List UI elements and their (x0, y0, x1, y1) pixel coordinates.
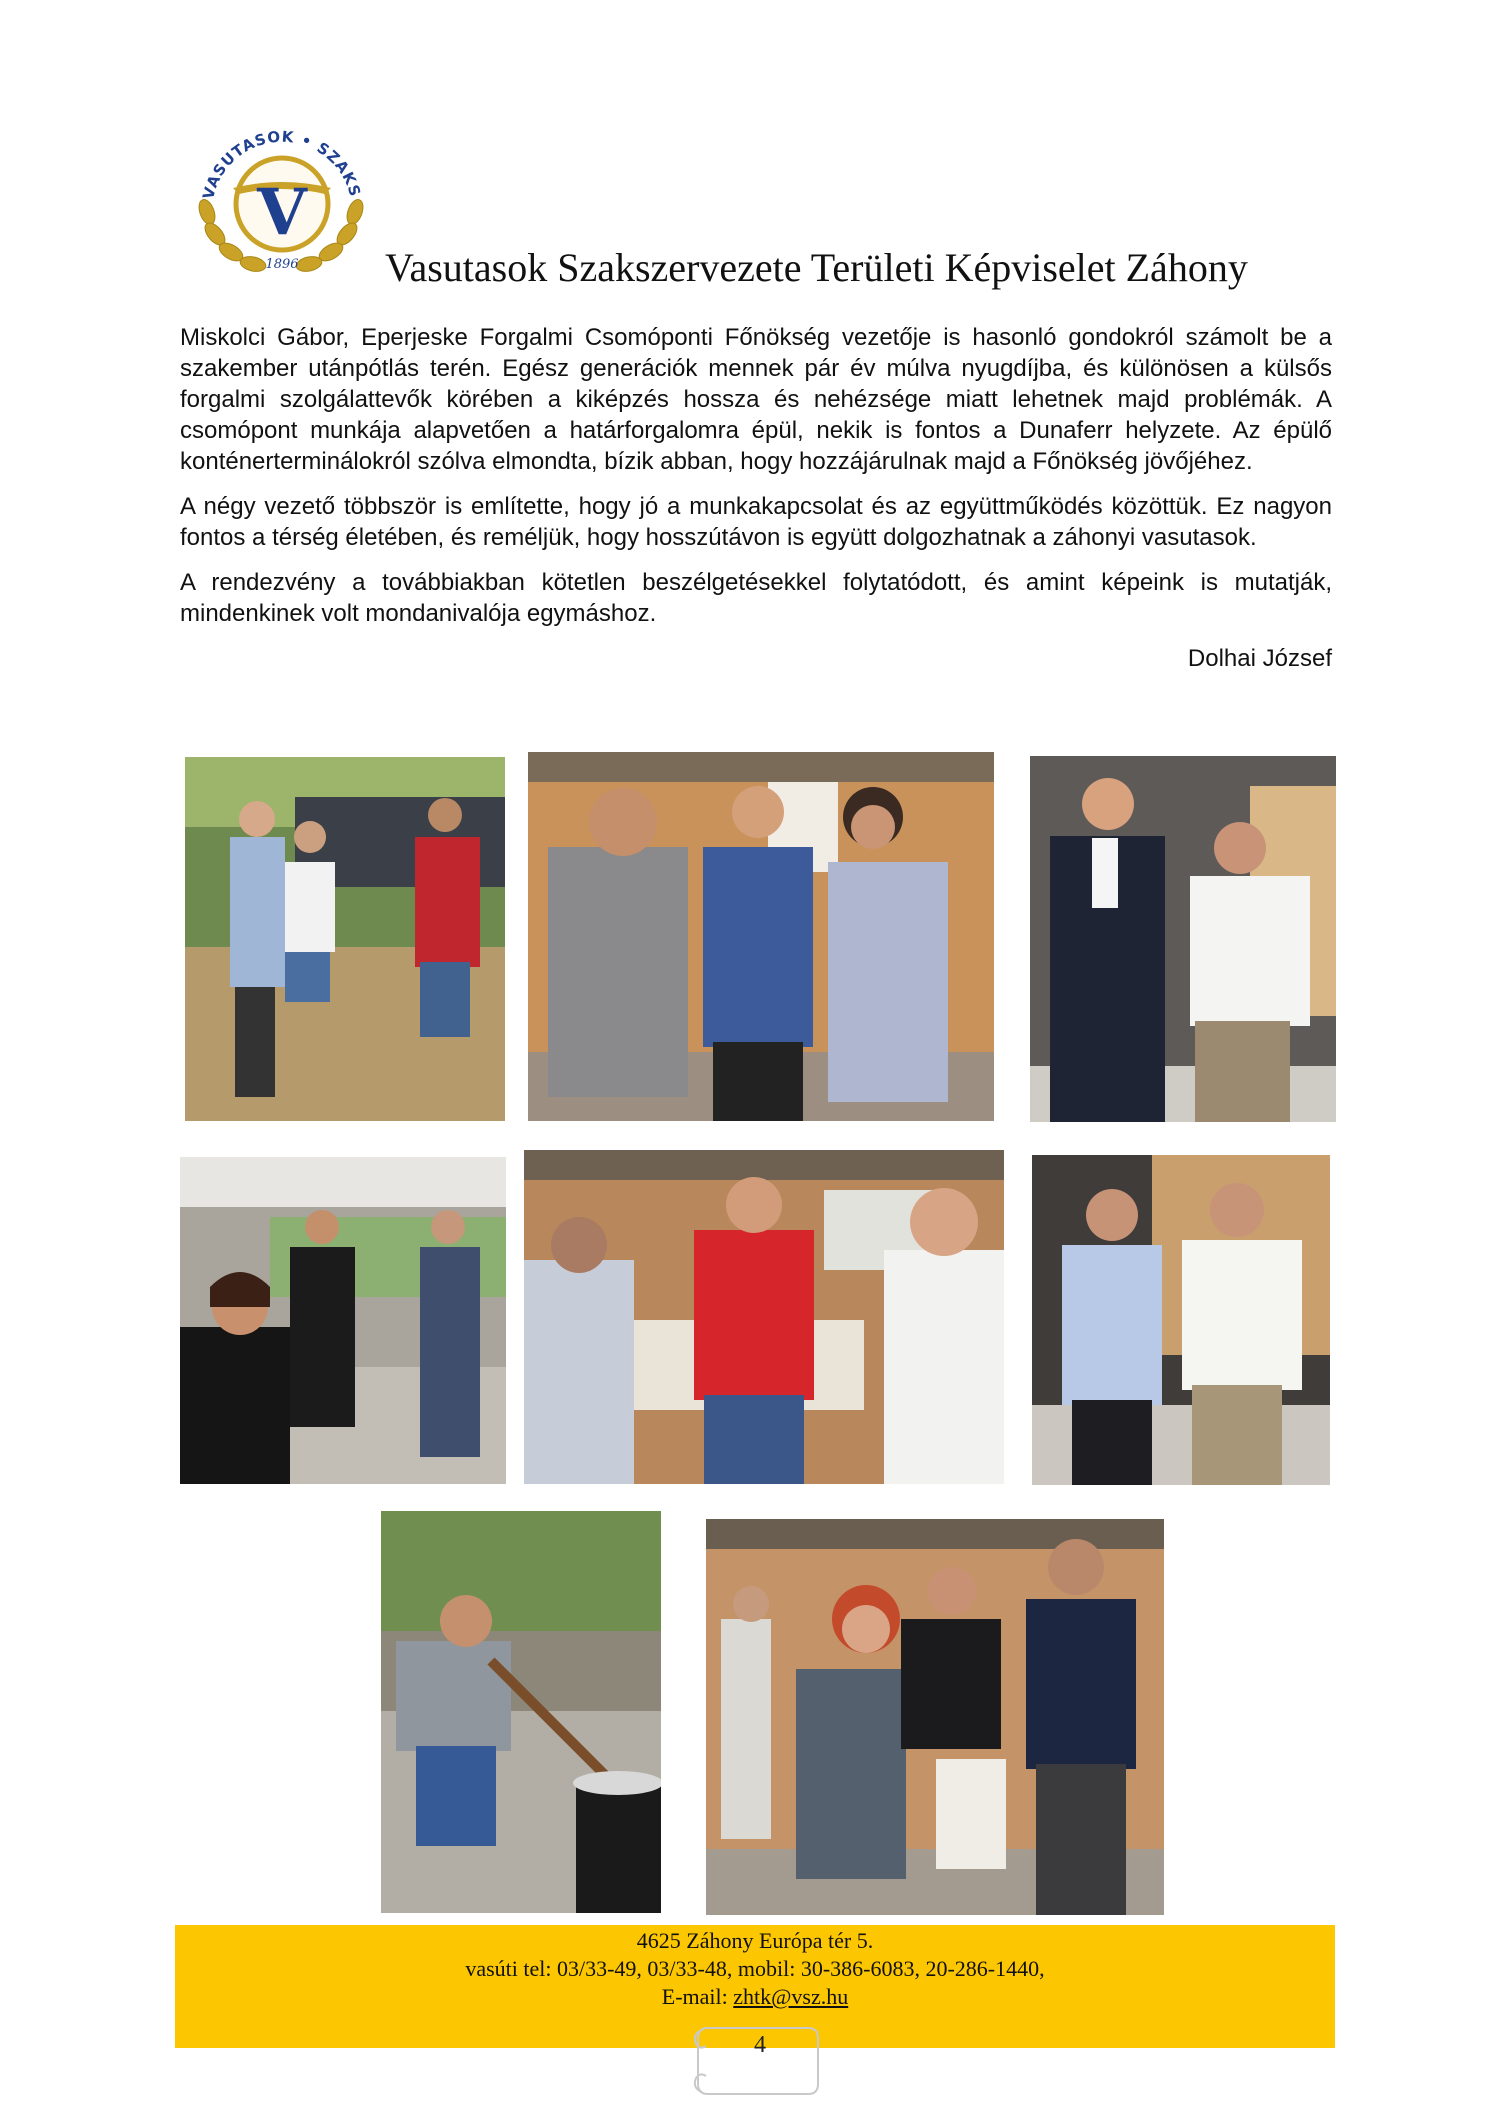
footer-address: 4625 Záhony Európa tér 5. (636, 1928, 874, 1953)
email-link[interactable]: zhtk@vsz.hu (733, 1984, 849, 2009)
page-title: Vasutasok Szakszervezete Területi Képviselet Záhony (385, 245, 1248, 290)
union-logo (185, 92, 377, 277)
event-photo (381, 1511, 661, 1913)
event-photo (1030, 756, 1336, 1122)
event-photo (185, 757, 505, 1121)
author-signature: Dolhai József (1187, 645, 1332, 672)
footer-email-label: E-mail: (661, 1984, 734, 2009)
article-paragraph: A rendezvény a továbbiakban kötetlen beszélgetésekkel folytatódott, és amint képeink is mutatják, mindenkinek volt mondanivalója egymáshoz. (180, 569, 1332, 627)
footer-email-line (175, 1983, 1335, 2011)
logo-year: 1896 (265, 257, 299, 272)
page-number: 4 (754, 2032, 766, 2058)
article-body (180, 322, 1332, 674)
logo-arc-text: VASUTASOK • SZAKS (199, 127, 365, 202)
footer-phones: vasúti tel: 03/33-49, 03/33-48, mobil: 30-386-6083, 20-286-1440, (465, 1956, 1045, 1981)
article-paragraph: Miskolci Gábor, Eperjeske Forgalmi Csomóponti Főnökség vezetője is hasonló gondokról számolt be a szakember utánpótlás terén. Egész generációk mennek pár év múlva nyugdíjba, és különösen a külsős forgalmi szolgálattevők körében a kiképzés hossza és nehézsége miatt lehetnek majd problémák. A csomópont munkája alapvetően a határforgalomra épül, nekik is fontos a Dunaferr helyzete. Az épülő konténerterminálokról szólva elmondta, bízik abban, hogy hozzájárulnak majd a Főnökség jövőjéhez. (180, 324, 1332, 475)
article-paragraph: A négy vezető többször is említette, hogy jó a munkakapcsolat és az együttműködés közöttük. Ez nagyon fontos a térség életében, és reméljük, hogy hosszútávon is együtt dolgozhatnak a záhonyi vasutasok. (180, 493, 1332, 551)
event-photo (706, 1519, 1164, 1915)
event-photo (180, 1157, 506, 1484)
event-photo (524, 1150, 1004, 1484)
event-photo (528, 752, 994, 1121)
event-photo (1032, 1155, 1330, 1485)
logo-letter: V (257, 175, 307, 250)
